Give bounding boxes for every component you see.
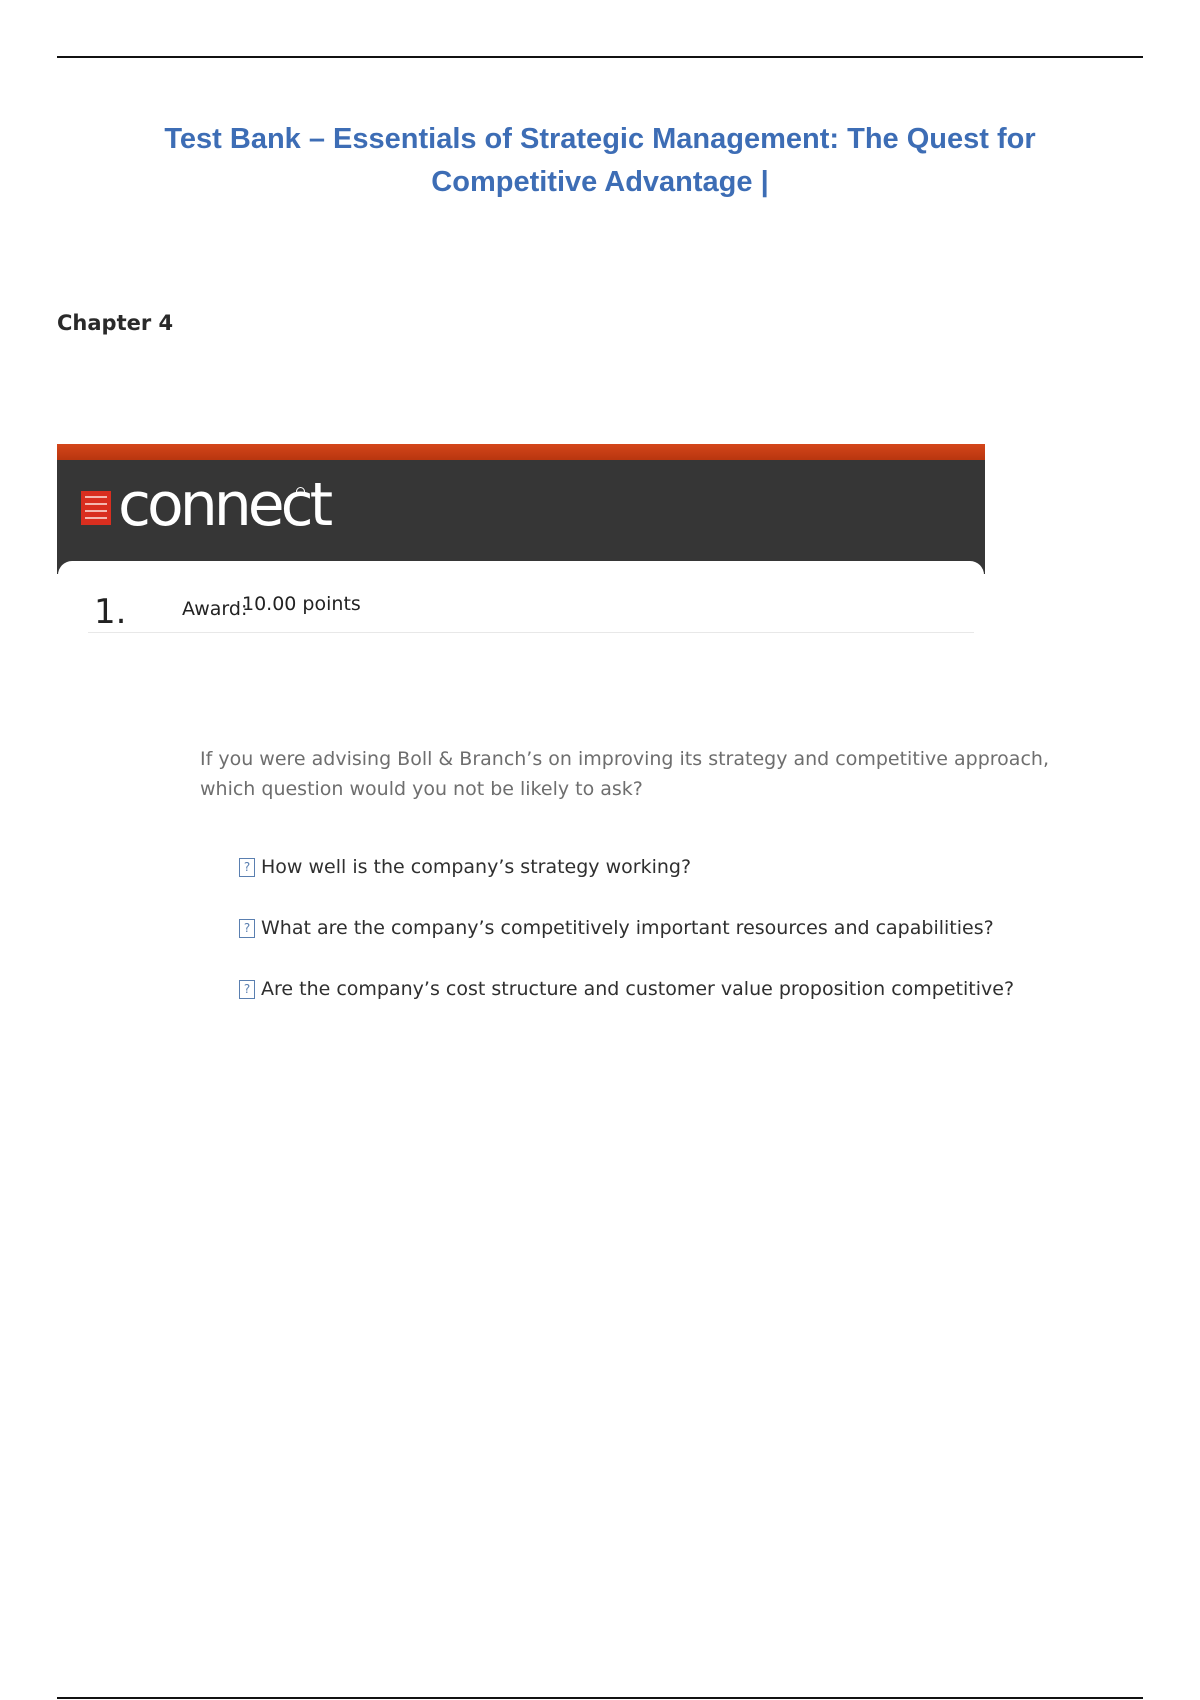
award-label: Award: xyxy=(182,598,248,620)
answer-option[interactable] xyxy=(239,856,691,878)
answer-option-label: Are the company’s cost structure and customer value proposition competitive? xyxy=(261,978,1015,1000)
chapter-heading: Chapter 4 xyxy=(57,311,174,335)
option-marker-icon: ? xyxy=(239,980,255,999)
award-points xyxy=(182,593,361,620)
answer-option-label: What are the company’s competitively important resources and capabilities? xyxy=(261,917,994,939)
question-text: If you were advising Boll & Branch’s on improving its strategy and competitive approach, which question would you not be likely to ask? xyxy=(200,748,1049,800)
question-number: 1. xyxy=(94,592,127,632)
answer-option-label: How well is the company’s strategy working? xyxy=(261,856,692,878)
award-points-value: 10.00 points xyxy=(242,593,361,615)
content-card-top xyxy=(58,561,984,581)
document-title xyxy=(80,118,1120,204)
top-rule xyxy=(57,56,1143,58)
connect-logo-text: connect xyxy=(118,470,330,540)
title-line-2: Competitive Advantage | xyxy=(431,166,769,198)
answer-option[interactable] xyxy=(239,978,1014,1000)
question-divider xyxy=(88,632,974,633)
mcgraw-hill-logo-icon xyxy=(81,491,111,525)
option-marker-icon: ? xyxy=(239,858,255,877)
answer-option[interactable] xyxy=(239,917,994,939)
orange-stripe xyxy=(57,444,985,460)
option-marker-icon: ? xyxy=(239,919,255,938)
bottom-rule xyxy=(57,1697,1143,1699)
title-line-1: Test Bank – Essentials of Strategic Management: The Quest for xyxy=(164,123,1036,155)
registered-mark-icon xyxy=(296,487,305,496)
